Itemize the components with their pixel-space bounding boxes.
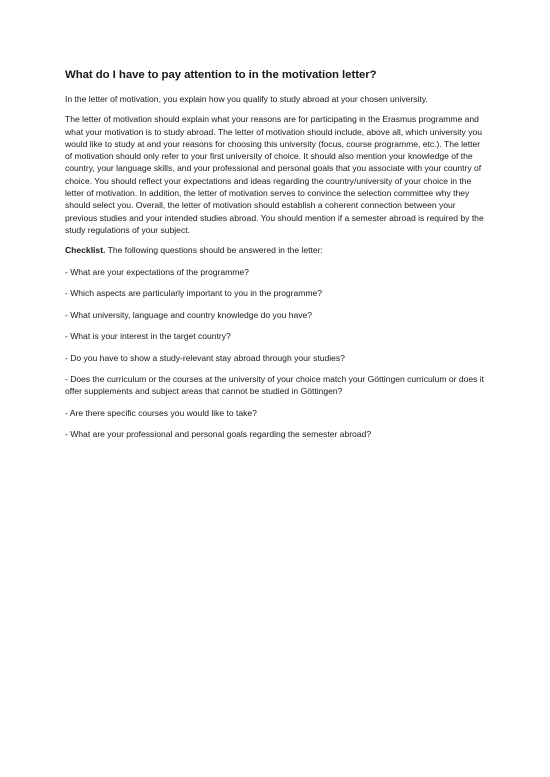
checklist-items [65, 266, 489, 441]
checklist-label: Checklist. [65, 245, 106, 256]
body-paragraph: The letter of motivation should explain what your reasons are for participating in the Erasmus programme and what your motivation is to study abroad. The letter of motivation should include, above all, which university you would like to study at and your reasons for choosing this university (focus, course programme, etc.). The letter of motivation should only refer to your first university of choice. It should also mention your knowledge of the country, your language skills, and your professional and personal goals that you associate with your country of choice. You should reflect your expectations and ideas regarding the country/university of your choice in the letter of motivation. In addition, the letter of motivation serves to convince the selection committee why they should select you. Overall, the letter of motivation should establish a coherent connection between your previous studies and your intended studies abroad. You should mention if a semester abroad is required by the study regulations of your subject. [65, 114, 484, 235]
checklist-intro [65, 244, 489, 256]
checklist-item: - Do you have to show a study-relevant stay abroad through your studies? [65, 352, 345, 363]
checklist-item: - What is your interest in the target country? [65, 331, 231, 342]
document-content [65, 68, 489, 450]
checklist-item: - What are your professional and personal goals regarding the semester abroad? [65, 429, 372, 440]
intro-paragraph: In the letter of motivation, you explain how you qualify to study abroad at your chosen university. [65, 94, 428, 104]
checklist-text: The following questions should be answered in the letter: [105, 245, 323, 256]
checklist-item: - Does the curriculum or the courses at the university of your choice match your Göttingen curriculum or does it offer supplements and subject areas that cannot be studied in Göttingen? [65, 373, 485, 397]
checklist-item: - What university, language and country knowledge do you have? [65, 309, 313, 320]
checklist-item: - Which aspects are particularly important to you in the programme? [65, 288, 323, 299]
checklist-item: - What are your expectations of the programme? [65, 266, 249, 277]
document-title: What do I have to pay attention to in the motivation letter? [65, 69, 377, 81]
checklist-item: - Are there specific courses you would like to take? [65, 407, 257, 418]
